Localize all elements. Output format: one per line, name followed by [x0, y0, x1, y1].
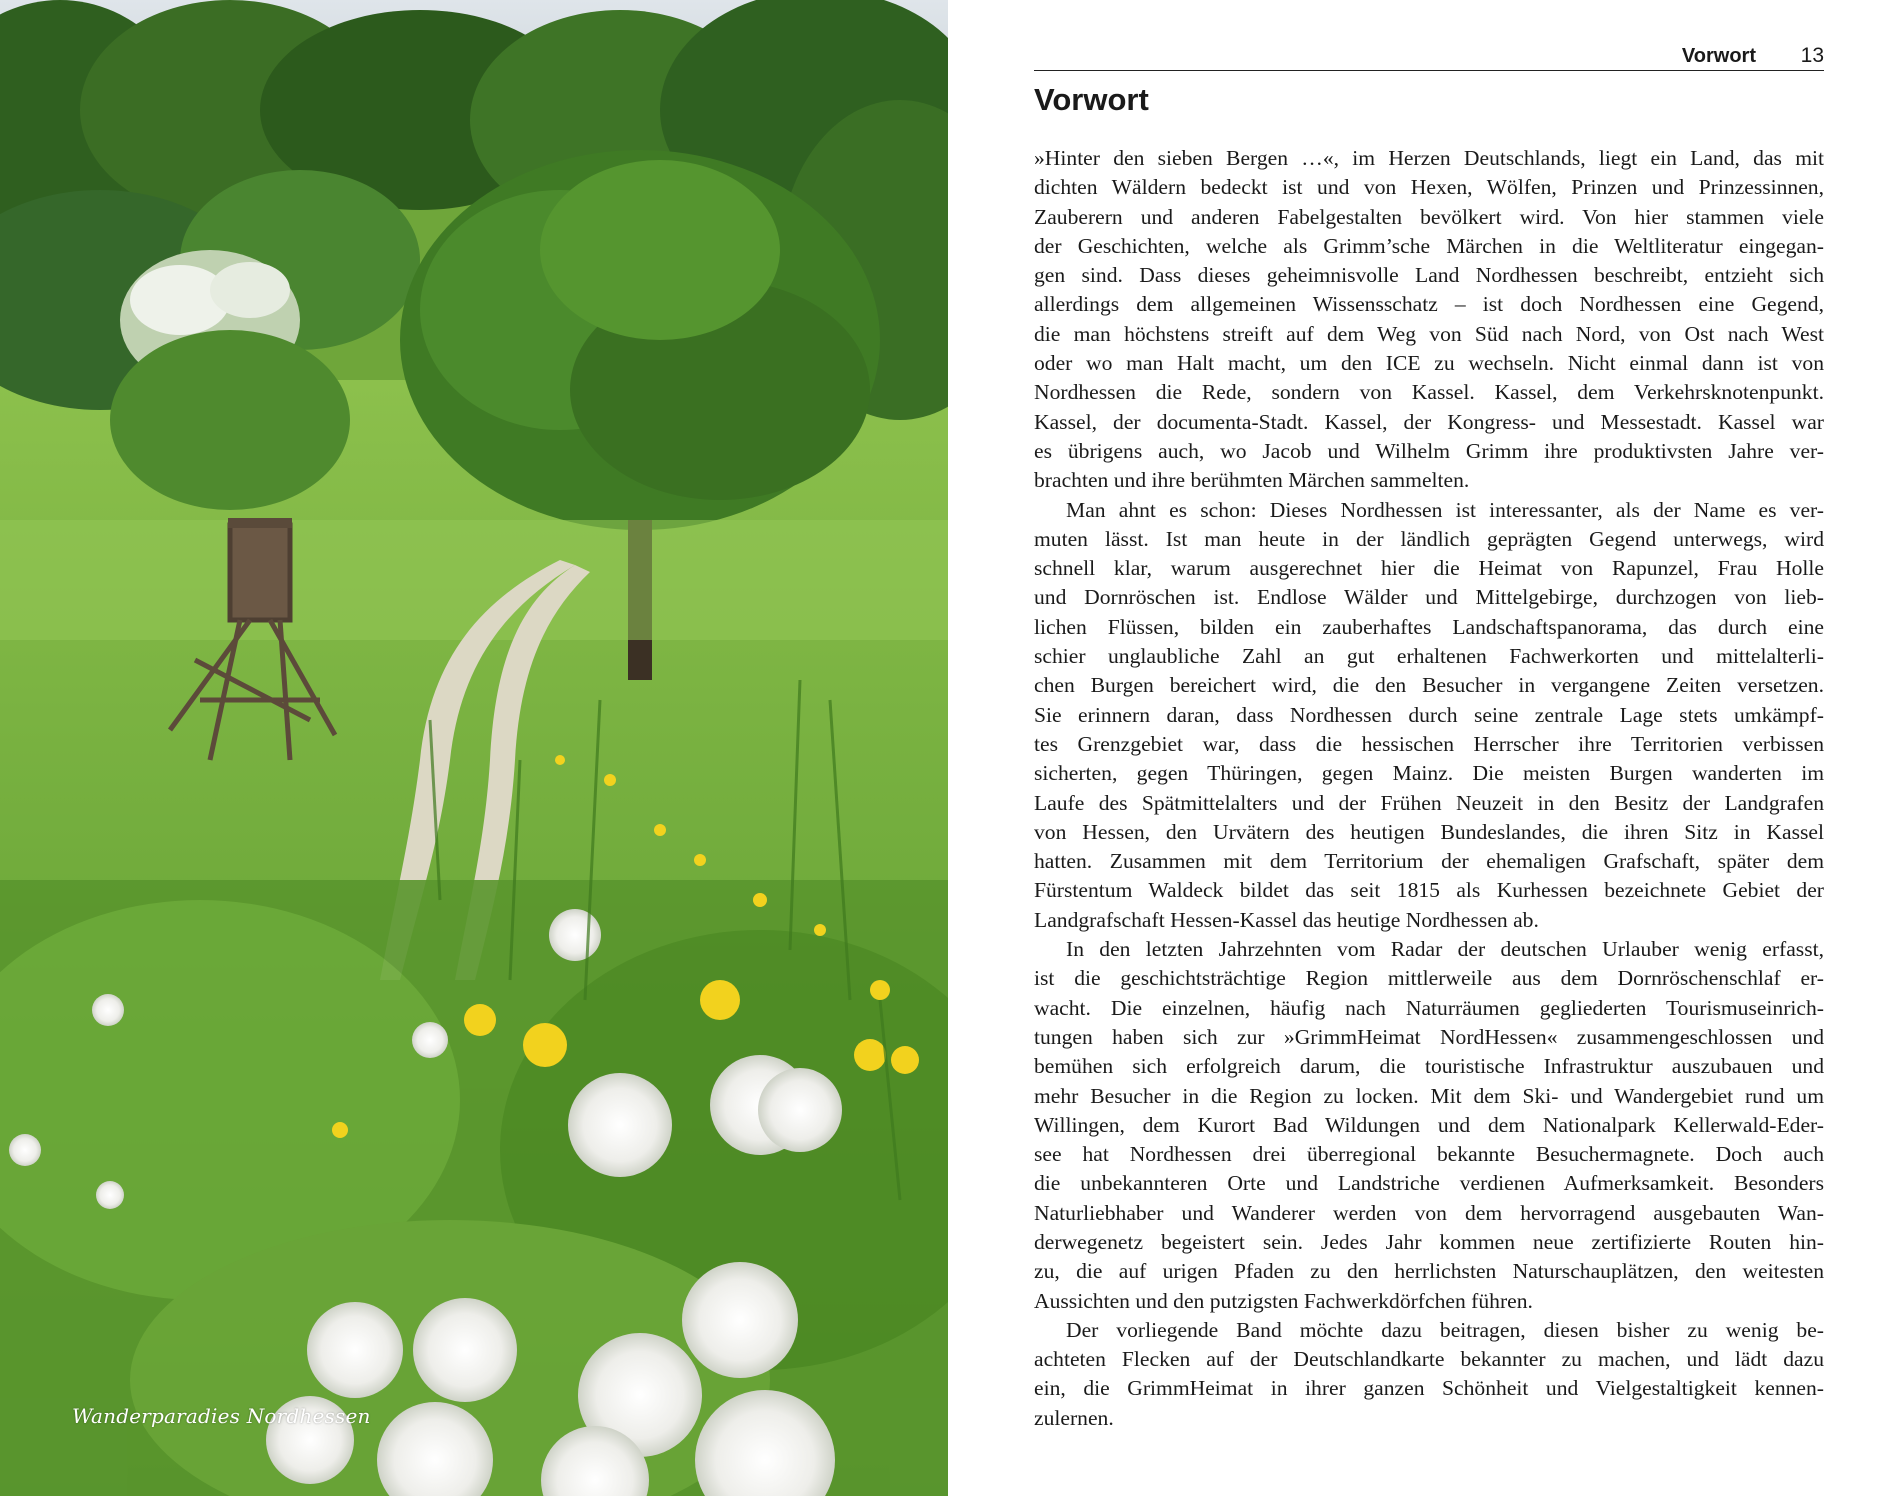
text-line: Fürstentum Waldeck bildet das seit 1815 als Kurhessen bezeichnete Gebiet der: [1034, 878, 1824, 903]
paragraph: [1034, 1316, 1824, 1433]
text-line: Nordhessen die Rede, sondern von Kassel. Kassel, dem Verkehrsknotenpunkt.: [1034, 380, 1824, 405]
page-number: 13: [1800, 44, 1824, 67]
text-line: die man höchstens streift auf dem Weg von Süd nach Nord, von Ost nach West: [1034, 321, 1824, 346]
text-line: Zauberern und anderen Fabelgestalten bevölkert wird. Von hier stammen viele: [1034, 204, 1824, 229]
body-text: [1034, 144, 1824, 1433]
text-line: es übrigens auch, wo Jacob und Wilhelm Grimm ihre produktivsten Jahre ver-: [1034, 438, 1824, 463]
text-line: achteten Flecken auf der Deutschlandkarte bekannter zu machen, und lädt dazu: [1034, 1347, 1824, 1372]
paragraph: [1034, 144, 1824, 496]
running-title: Vorwort: [1681, 45, 1756, 67]
text-line: »Hinter den sieben Bergen …«, im Herzen Deutschlands, liegt ein Land, das mit: [1034, 146, 1824, 170]
text-line: sicherten, gegen Thüringen, gegen Mainz. Die meisten Burgen wanderten im: [1034, 761, 1824, 786]
text-line: allerdings dem allgemeinen Wissensschatz – ist doch Nordhessen eine Gegend,: [1034, 292, 1824, 317]
text-line: see hat Nordhessen drei überregional bekannte Besuchermagnete. Doch auch: [1034, 1142, 1824, 1167]
text-line: brachten und ihre berühmten Märchen sammelten.: [1034, 468, 1470, 493]
text-line: mehr Besucher in die Region zu locken. Mit dem Ski- und Wandergebiet rund um: [1034, 1083, 1824, 1108]
text-line: Willingen, dem Kurort Bad Wildungen und dem Nationalpark Kellerwald-Eder-: [1034, 1112, 1824, 1137]
text-line: Landgrafschaft Hessen-Kassel das heutige Nordhessen ab.: [1034, 907, 1539, 932]
text-line: ein, die GrimmHeimat in ihrer ganzen Schönheit und Vielgestaltigkeit kennen-: [1034, 1376, 1824, 1401]
text-line: Laufe des Spätmittelalters und der Frühen Neuzeit in den Besitz der Landgrafen: [1034, 790, 1824, 815]
text-line: dichten Wäldern bedeckt ist und von Hexen, Wölfen, Prinzen und Prinzessinnen,: [1034, 175, 1824, 200]
text-line: zu, die auf urigen Pfaden zu den herrlichsten Naturschauplätzen, den weitesten: [1034, 1259, 1824, 1284]
text-line: Sie erinnern daran, dass Nordhessen durch seine zentrale Lage stets umkämpf-: [1034, 702, 1824, 727]
text-line: zulernen.: [1034, 1405, 1114, 1430]
text-line: oder wo man Halt macht, um den ICE zu wechseln. Nicht einmal dann ist von: [1034, 351, 1824, 376]
chapter-title: Vorwort: [1034, 82, 1149, 117]
running-header: [1034, 44, 1824, 71]
text-line: derwegenetz begeistert sein. Jedes Jahr kommen neue zertifizierte Routen hin-: [1034, 1229, 1824, 1254]
paragraph: [1034, 496, 1824, 935]
text-line: lichen Flüssen, bilden ein zauberhaftes Landschaftspanorama, das durch eine: [1034, 614, 1824, 639]
text-line: In den letzten Jahrzehnten vom Radar der deutschen Urlauber wenig erfasst,: [1066, 937, 1824, 962]
paragraph: [1034, 935, 1824, 1316]
text-line: gen sind. Dass dieses geheimnisvolle Land Nordhessen beschreibt, entzieht sich: [1034, 263, 1824, 288]
text-line: schnell klar, warum ausgerechnet hier die Heimat von Rapunzel, Frau Holle: [1034, 556, 1824, 581]
photo-caption: Wanderparadies Nordhessen: [72, 1404, 371, 1428]
text-line: ist die geschichtsträchtige Region mittlerweile aus dem Dornröschenschlaf er-: [1034, 966, 1824, 991]
text-line: schier unglaubliche Zahl an gut erhaltenen Fachwerkorten und mittelalterli-: [1034, 644, 1824, 669]
text-line: tes Grenzgebiet war, dass die hessischen Herrscher ihre Territorien verbissen: [1034, 731, 1824, 756]
text-line: muten lässt. Ist man heute in der ländlich geprägten Gegend unterwegs, wird: [1034, 526, 1824, 551]
text-line: Naturliebhaber und Wanderer werden von dem hervorragend ausgebauten Wan-: [1034, 1200, 1824, 1225]
text-line: Der vorliegende Band möchte dazu beitragen, diesen bisher zu wenig be-: [1066, 1317, 1824, 1342]
text-line: die unbekannteren Orte und Landstriche verdienen Aufmerksamkeit. Besonders: [1034, 1171, 1824, 1196]
text-line: hatten. Zusammen mit dem Territorium der ehemaligen Grafschaft, später dem: [1034, 849, 1824, 874]
text-line: Man ahnt es schon: Dieses Nordhessen ist interessanter, als der Name es ver-: [1066, 497, 1824, 522]
text-line: der Geschichten, welche als Grimm’sche Märchen in die Weltliteratur eingegan-: [1034, 233, 1824, 258]
text-line: tungen haben sich zur »GrimmHeimat NordHessen« zusammengeschlossen und: [1034, 1024, 1824, 1049]
text-line: von Hessen, den Urvätern des heutigen Bundeslandes, die ihren Sitz in Kassel: [1034, 819, 1824, 844]
text-line: bemühen sich erfolgreich darum, die touristische Infrastruktur auszubauen und: [1034, 1054, 1824, 1079]
text-line: wacht. Die einzelnen, häufig nach Naturräumen gegliederten Tourismuseinrich-: [1034, 995, 1824, 1020]
text-line: Aussichten und den putzigsten Fachwerkdörfchen führen.: [1034, 1288, 1533, 1313]
text-line: Kassel, der documenta-Stadt. Kassel, der Kongress- und Messestadt. Kassel war: [1034, 409, 1824, 434]
text-line: und Dornröschen ist. Endlose Wälder und Mittelgebirge, durchzogen von lieb-: [1034, 585, 1824, 610]
distant-field: [0, 520, 948, 640]
text-line: chen Burgen bereichert wird, die den Besucher in vergangene Zeiten versetzen.: [1034, 673, 1824, 698]
